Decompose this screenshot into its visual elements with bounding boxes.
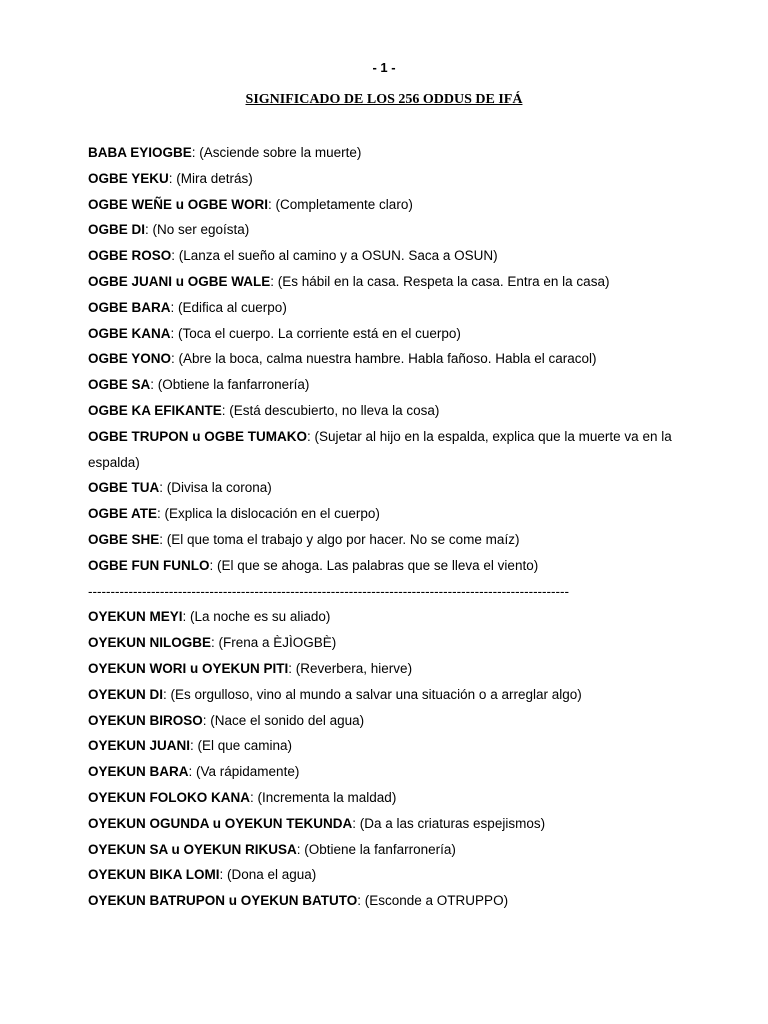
odu-entry [88,398,688,424]
odu-meaning: : (Reverbera, hierve) [288,660,413,676]
odu-meaning: : (Explica la dislocación en el cuerpo) [157,506,380,522]
odu-meaning: : (Completamente claro) [268,196,413,212]
odu-entry [88,888,688,914]
odu-name: OYEKUN BATRUPON u OYEKUN BATUTO [88,893,358,909]
odu-entry [88,321,688,347]
odu-meaning: : (Frena a ÈJÌOGBÈ) [211,635,337,651]
odu-meaning: : (Mira detrás) [168,170,253,186]
odu-entry [88,295,688,321]
odu-name: OYEKUN JUANI [88,738,191,754]
odu-meaning: : (Es orgulloso, vino al mundo a salvar una situación o a arreglar algo) [163,686,582,702]
odu-meaning: : (Es hábil en la casa. Respeta la casa. Entra en la casa) [270,273,610,289]
odu-name: OYEKUN NILOGBE [88,635,212,651]
odu-meaning: : (La noche es su aliado) [182,609,331,625]
page-number: - 1 - [372,60,396,75]
odu-meaning: : (Va rápidamente) [188,764,300,780]
odu-entry [88,217,688,243]
odu-meaning: : (Dona el agua) [219,867,317,883]
odu-entry [88,604,688,630]
odu-name: OGBE ATE [88,506,158,522]
odu-name: OYEKUN WORI u OYEKUN PITI [88,660,289,676]
odu-meaning: : (Lanza el sueño al camino y a OSUN. Saca a OSUN) [171,248,498,264]
odu-meaning: : (Divisa la corona) [159,480,272,496]
odu-meaning: : (Obtiene la fanfarronería) [296,841,456,857]
odu-list [88,140,688,914]
odu-meaning: : (Sujetar al hijo en la espalda, explica que la muerte va en la espalda) [88,428,672,470]
odu-meaning: : (Está descubierto, no lleva la cosa) [221,402,440,418]
odu-entry [88,140,688,166]
odu-meaning: : (Abre la boca, calma nuestra hambre. Habla fañoso. Habla el caracol) [171,351,597,367]
odu-entry [88,759,688,785]
odu-meaning: : (El que toma el trabajo y algo por hacer. No se come maíz) [159,531,520,547]
odu-entry [88,372,688,398]
odu-name: OYEKUN MEYI [88,609,183,625]
odu-name: OGBE SHE [88,531,160,547]
odu-name: OGBE YEKU [88,170,169,186]
odu-entry [88,475,688,501]
odu-entry [88,192,688,218]
odu-name: OGBE WEÑE u OGBE WORI [88,196,269,212]
odu-entry [88,553,688,579]
odu-name: OGBE TUA [88,480,160,496]
odu-meaning: : (Nace el sonido del agua) [202,712,365,728]
odu-entry [88,166,688,192]
odu-entry [88,837,688,863]
odu-meaning: : (Toca el cuerpo. La corriente está en el cuerpo) [170,325,461,341]
odu-meaning: : (El que camina) [190,738,293,754]
odu-entry [88,785,688,811]
odu-entry [88,862,688,888]
odu-meaning: : (Esconde a OTRUPPO) [357,893,509,909]
odu-meaning: : (Asciende sobre la muerte) [191,145,362,160]
odu-name: OGBE BARA [88,299,171,315]
odu-name: OGBE JUANI u OGBE WALE [88,273,271,289]
odu-group-oyekun [88,604,688,914]
odu-entry [88,501,688,527]
separator-line: ----------------------------------------------------------------------------------------------------------- [88,583,570,599]
odu-name: OYEKUN FOLOKO KANA [88,789,250,805]
document-title: SIGNIFICADO DE LOS 256 ODDUS DE IFÁ [245,92,523,107]
odu-entry [88,682,688,708]
odu-entry [88,630,688,656]
odu-entry [88,811,688,837]
odu-entry [88,424,688,476]
odu-name: OGBE YONO [88,351,172,367]
odu-name: OYEKUN OGUNDA u OYEKUN TEKUNDA [88,815,353,831]
odu-name: OGBE TRUPON u OGBE TUMAKO [88,428,307,444]
odu-meaning: : (Obtiene la fanfarronería) [150,377,310,393]
odu-name: OGBE SA [88,377,151,393]
odu-entry [88,269,688,295]
odu-entry [88,733,688,759]
odu-name: OGBE DI [88,222,146,238]
odu-entry [88,708,688,734]
odu-name: OYEKUN BIKA LOMI [88,867,220,883]
odu-name: OYEKUN BIROSO [88,712,203,728]
odu-entry [88,346,688,372]
odu-name: OYEKUN SA u OYEKUN RIKUSA [88,841,297,857]
odu-entry [88,656,688,682]
odu-group-ogbe [88,140,688,579]
odu-name: BABA EYIOGBE [88,145,192,160]
odu-entry [88,243,688,269]
odu-meaning: : (Incrementa la maldad) [250,789,397,805]
odu-meaning: : (Edifica al cuerpo) [170,299,287,315]
odu-name: OYEKUN BARA [88,764,189,780]
odu-entry [88,527,688,553]
odu-name: OGBE FUN FUNLO [88,557,210,573]
odu-name: OGBE KANA [88,325,171,341]
odu-meaning: : (El que se ahoga. Las palabras que se lleva el viento) [209,557,539,573]
odu-name: OGBE KA EFIKANTE [88,402,222,418]
odu-name: OGBE ROSO [88,248,172,264]
odu-meaning: : (Da a las criaturas espejismos) [352,815,546,831]
odu-meaning: : (No ser egoísta) [145,222,250,238]
odu-name: OYEKUN DI [88,686,164,702]
